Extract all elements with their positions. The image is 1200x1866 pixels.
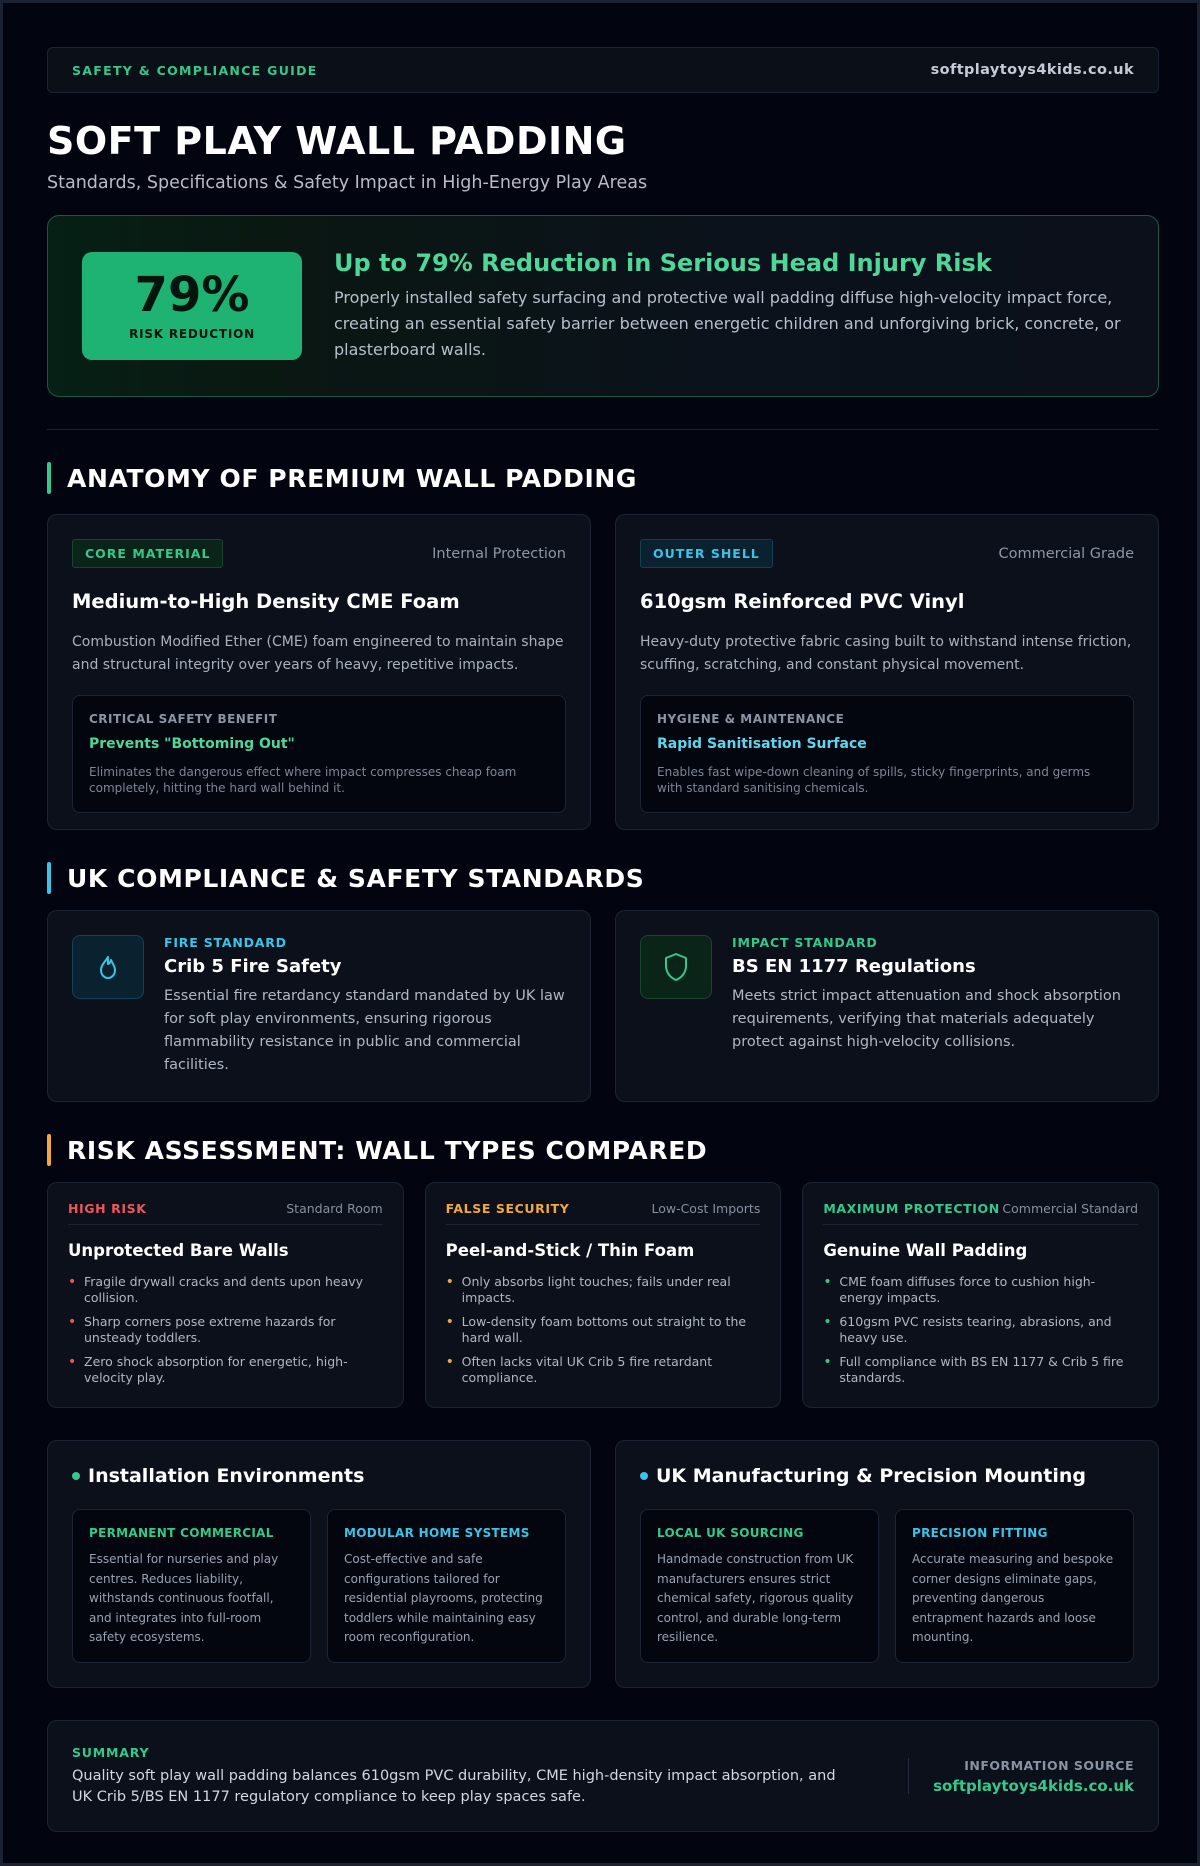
standards-grid	[47, 910, 1159, 1102]
risk-card-thin-foam	[425, 1182, 782, 1408]
manufacturing-text: Handmade construction from UK manufacturers ensures strict chemical safety, rigorous quality control, and durable long-term resilience.	[657, 1552, 854, 1644]
standard-text: Meets strict impact attenuation and shock absorption requirements, verifying that materials adequately protect against high-velocity collisions.	[732, 988, 1121, 1050]
hero-text	[334, 249, 1124, 363]
flame-icon	[72, 935, 144, 999]
standard-card-fire	[47, 910, 591, 1102]
list-item-text: CME foam diffuses force to cushion high-energy impacts.	[839, 1274, 1096, 1305]
manufacturing-card	[615, 1440, 1159, 1688]
standard-label: FIRE STANDARD	[164, 935, 287, 950]
risk-card-bare-walls	[47, 1182, 404, 1408]
risk-label: HIGH RISK	[68, 1201, 147, 1216]
source-link[interactable]: softplaytoys4kids.co.uk	[933, 1776, 1134, 1795]
list-item: • Often lacks vital UK Crib 5 fire retardant compliance.	[445, 1354, 713, 1385]
section-standards-heading	[47, 862, 1159, 894]
benefit-label: CRITICAL SAFETY BENEFIT	[89, 712, 278, 726]
manufacturing-item	[895, 1509, 1134, 1663]
card-heading: 610gsm Reinforced PVC Vinyl	[640, 590, 965, 613]
installation-environments-card	[47, 1440, 591, 1688]
summary-box	[47, 1720, 1159, 1832]
risk-side-label: Standard Room	[286, 1201, 383, 1216]
list-item-text: Often lacks vital UK Crib 5 fire retardant compliance.	[461, 1354, 713, 1385]
section-title: UK COMPLIANCE & SAFETY STANDARDS	[67, 863, 645, 893]
bullet-dot	[72, 1472, 80, 1480]
page-subtitle: Standards, Specifications & Safety Impact in High-Energy Play Areas	[47, 173, 648, 193]
stat-value: 79%	[134, 267, 250, 323]
risk-side-label: Commercial Standard	[1002, 1201, 1139, 1216]
risk-list	[823, 1274, 1138, 1386]
benefit-label: HYGIENE & MAINTENANCE	[657, 712, 845, 726]
section-title: RISK ASSESSMENT: WALL TYPES COMPARED	[67, 1135, 708, 1165]
benefit-box	[640, 695, 1134, 813]
card-heading: Medium-to-High Density CME Foam	[72, 590, 460, 613]
section-risk-heading	[47, 1134, 1159, 1166]
risk-card-genuine-padding	[802, 1182, 1159, 1408]
benefit-text: Enables fast wipe-down cleaning of spills, sticky fingerprints, and germs with standard sanitising chemicals.	[657, 765, 1091, 795]
card-tag: OUTER SHELL	[640, 539, 773, 568]
guide-label: SAFETY & COMPLIANCE GUIDE	[72, 62, 318, 78]
risk-label: MAXIMUM PROTECTION	[823, 1201, 1000, 1216]
hero-description: Properly installed safety surfacing and protective wall padding diffuse high-velocity impact force, creating an essential safety barrier between energetic children and unforgiving brick, concrete, or plasterboard walls.	[334, 288, 1121, 359]
list-item: • Zero shock absorption for energetic, high-velocity play.	[68, 1354, 348, 1385]
source-label: INFORMATION SOURCE	[964, 1757, 1134, 1773]
risk-label: FALSE SECURITY	[445, 1201, 570, 1216]
list-item-text: Sharp corners pose extreme hazards for unsteady toddlers.	[84, 1314, 336, 1345]
list-item: • Full compliance with BS EN 1177 & Crib 5 fire standards.	[823, 1354, 1124, 1385]
summary-label: SUMMARY	[72, 1744, 150, 1760]
manufacturing-text: Accurate measuring and bespoke corner designs eliminate gaps, preventing dangerous entrapment hazards and loose mounting.	[912, 1552, 1114, 1644]
risk-heading: Unprotected Bare Walls	[68, 1241, 289, 1260]
hero-banner	[47, 215, 1159, 397]
standard-card-impact	[615, 910, 1159, 1102]
shield-icon	[640, 935, 712, 999]
benefit-title: Rapid Sanitisation Surface	[657, 736, 867, 752]
divider	[908, 1758, 909, 1794]
section-accent-bar	[47, 462, 51, 494]
manufacturing-label: LOCAL UK SOURCING	[657, 1526, 804, 1540]
risk-list	[446, 1274, 761, 1386]
stat-badge	[82, 252, 302, 360]
environment-text: Cost-effective and safe configurations tailored for residential playrooms, protecting toddlers while maintaining easy room reconfiguration.	[344, 1552, 543, 1644]
environment-item	[327, 1509, 566, 1663]
risk-heading: Peel-and-Stick / Thin Foam	[445, 1241, 695, 1260]
environment-text: Essential for nurseries and play centres. Reduces liability, withstands continuous footfall, and integrates into full-room safety ecosystems.	[89, 1552, 279, 1644]
list-item: • Fragile drywall cracks and dents upon heavy collision.	[68, 1274, 364, 1305]
summary-text: Quality soft play wall padding balances 610gsm PVC durability, CME high-density impact absorption, and UK Crib 5/BS EN 1177 regulatory compliance to keep play spaces safe.	[72, 1767, 836, 1805]
environment-label: MODULAR HOME SYSTEMS	[344, 1526, 530, 1540]
hero-heading: Up to 79% Reduction in Serious Head Injury Risk	[334, 249, 992, 277]
standard-label: IMPACT STANDARD	[732, 935, 878, 950]
list-item-text: 610gsm PVC resists tearing, abrasions, and heavy use.	[839, 1314, 1112, 1345]
list-item-text: Fragile drywall cracks and dents upon heavy collision.	[84, 1274, 364, 1305]
risk-grid	[47, 1182, 1159, 1408]
section-accent-bar	[47, 1134, 51, 1166]
list-item: • Sharp corners pose extreme hazards for unsteady toddlers.	[68, 1314, 336, 1345]
list-item-text: Full compliance with BS EN 1177 & Crib 5 fire standards.	[839, 1354, 1124, 1385]
manufacturing-label: PRECISION FITTING	[912, 1526, 1048, 1540]
list-item-text: Only absorbs light touches; fails under real impacts.	[461, 1274, 731, 1305]
site-link[interactable]: softplaytoys4kids.co.uk	[930, 62, 1134, 78]
risk-list	[68, 1274, 383, 1386]
section-anatomy-heading	[47, 462, 1159, 494]
card-heading: UK Manufacturing & Precision Mounting	[656, 1465, 1087, 1487]
card-text: Heavy-duty protective fabric casing built to withstand intense friction, scuffing, scratching, and constant physical movement.	[640, 634, 1132, 673]
page-title: SOFT PLAY WALL PADDING	[47, 119, 627, 163]
list-item: • CME foam diffuses force to cushion high-energy impacts.	[823, 1274, 1096, 1305]
card-text: Combustion Modified Ether (CME) foam engineered to maintain shape and structural integrity over years of heavy, repetitive impacts.	[72, 634, 564, 673]
standard-heading: Crib 5 Fire Safety	[164, 956, 342, 977]
benefit-text: Eliminates the dangerous effect where impact compresses cheap foam completely, hitting the hard wall behind it.	[89, 765, 517, 795]
manufacturing-item	[640, 1509, 879, 1663]
card-heading: Installation Environments	[88, 1465, 365, 1487]
list-item-text: Zero shock absorption for energetic, high-velocity play.	[84, 1354, 348, 1385]
card-tag: CORE MATERIAL	[72, 539, 223, 568]
section-title: ANATOMY OF PREMIUM WALL PADDING	[67, 463, 638, 493]
list-item: • Low-density foam bottoms out straight to the hard wall.	[445, 1314, 747, 1345]
anatomy-grid	[47, 514, 1159, 830]
divider	[47, 429, 1159, 430]
risk-side-label: Low-Cost Imports	[651, 1201, 761, 1216]
risk-heading: Genuine Wall Padding	[823, 1241, 1028, 1260]
list-item: • 610gsm PVC resists tearing, abrasions, and heavy use.	[823, 1314, 1112, 1345]
benefit-title: Prevents "Bottoming Out"	[89, 736, 295, 752]
section-accent-bar	[47, 862, 51, 894]
environment-label: PERMANENT COMMERCIAL	[89, 1526, 274, 1540]
benefit-box	[72, 695, 566, 813]
environment-item	[72, 1509, 311, 1663]
info-grid	[47, 1440, 1159, 1688]
page-content	[47, 47, 1159, 1832]
anatomy-card-core	[47, 514, 591, 830]
standard-heading: BS EN 1177 Regulations	[732, 956, 976, 977]
stat-caption: RISK REDUCTION	[129, 327, 255, 341]
list-item-text: Low-density foam bottoms out straight to the hard wall.	[461, 1314, 747, 1345]
standard-text: Essential fire retardancy standard mandated by UK law for soft play environments, ensuring rigorous flammability resistance in public and commercial facilities.	[164, 988, 565, 1073]
list-item: • Only absorbs light touches; fails under real impacts.	[445, 1274, 731, 1305]
card-side-label: Commercial Grade	[998, 545, 1134, 562]
card-side-label: Internal Protection	[432, 545, 566, 562]
anatomy-card-shell	[615, 514, 1159, 830]
bullet-dot	[640, 1472, 648, 1480]
top-bar	[47, 47, 1159, 93]
